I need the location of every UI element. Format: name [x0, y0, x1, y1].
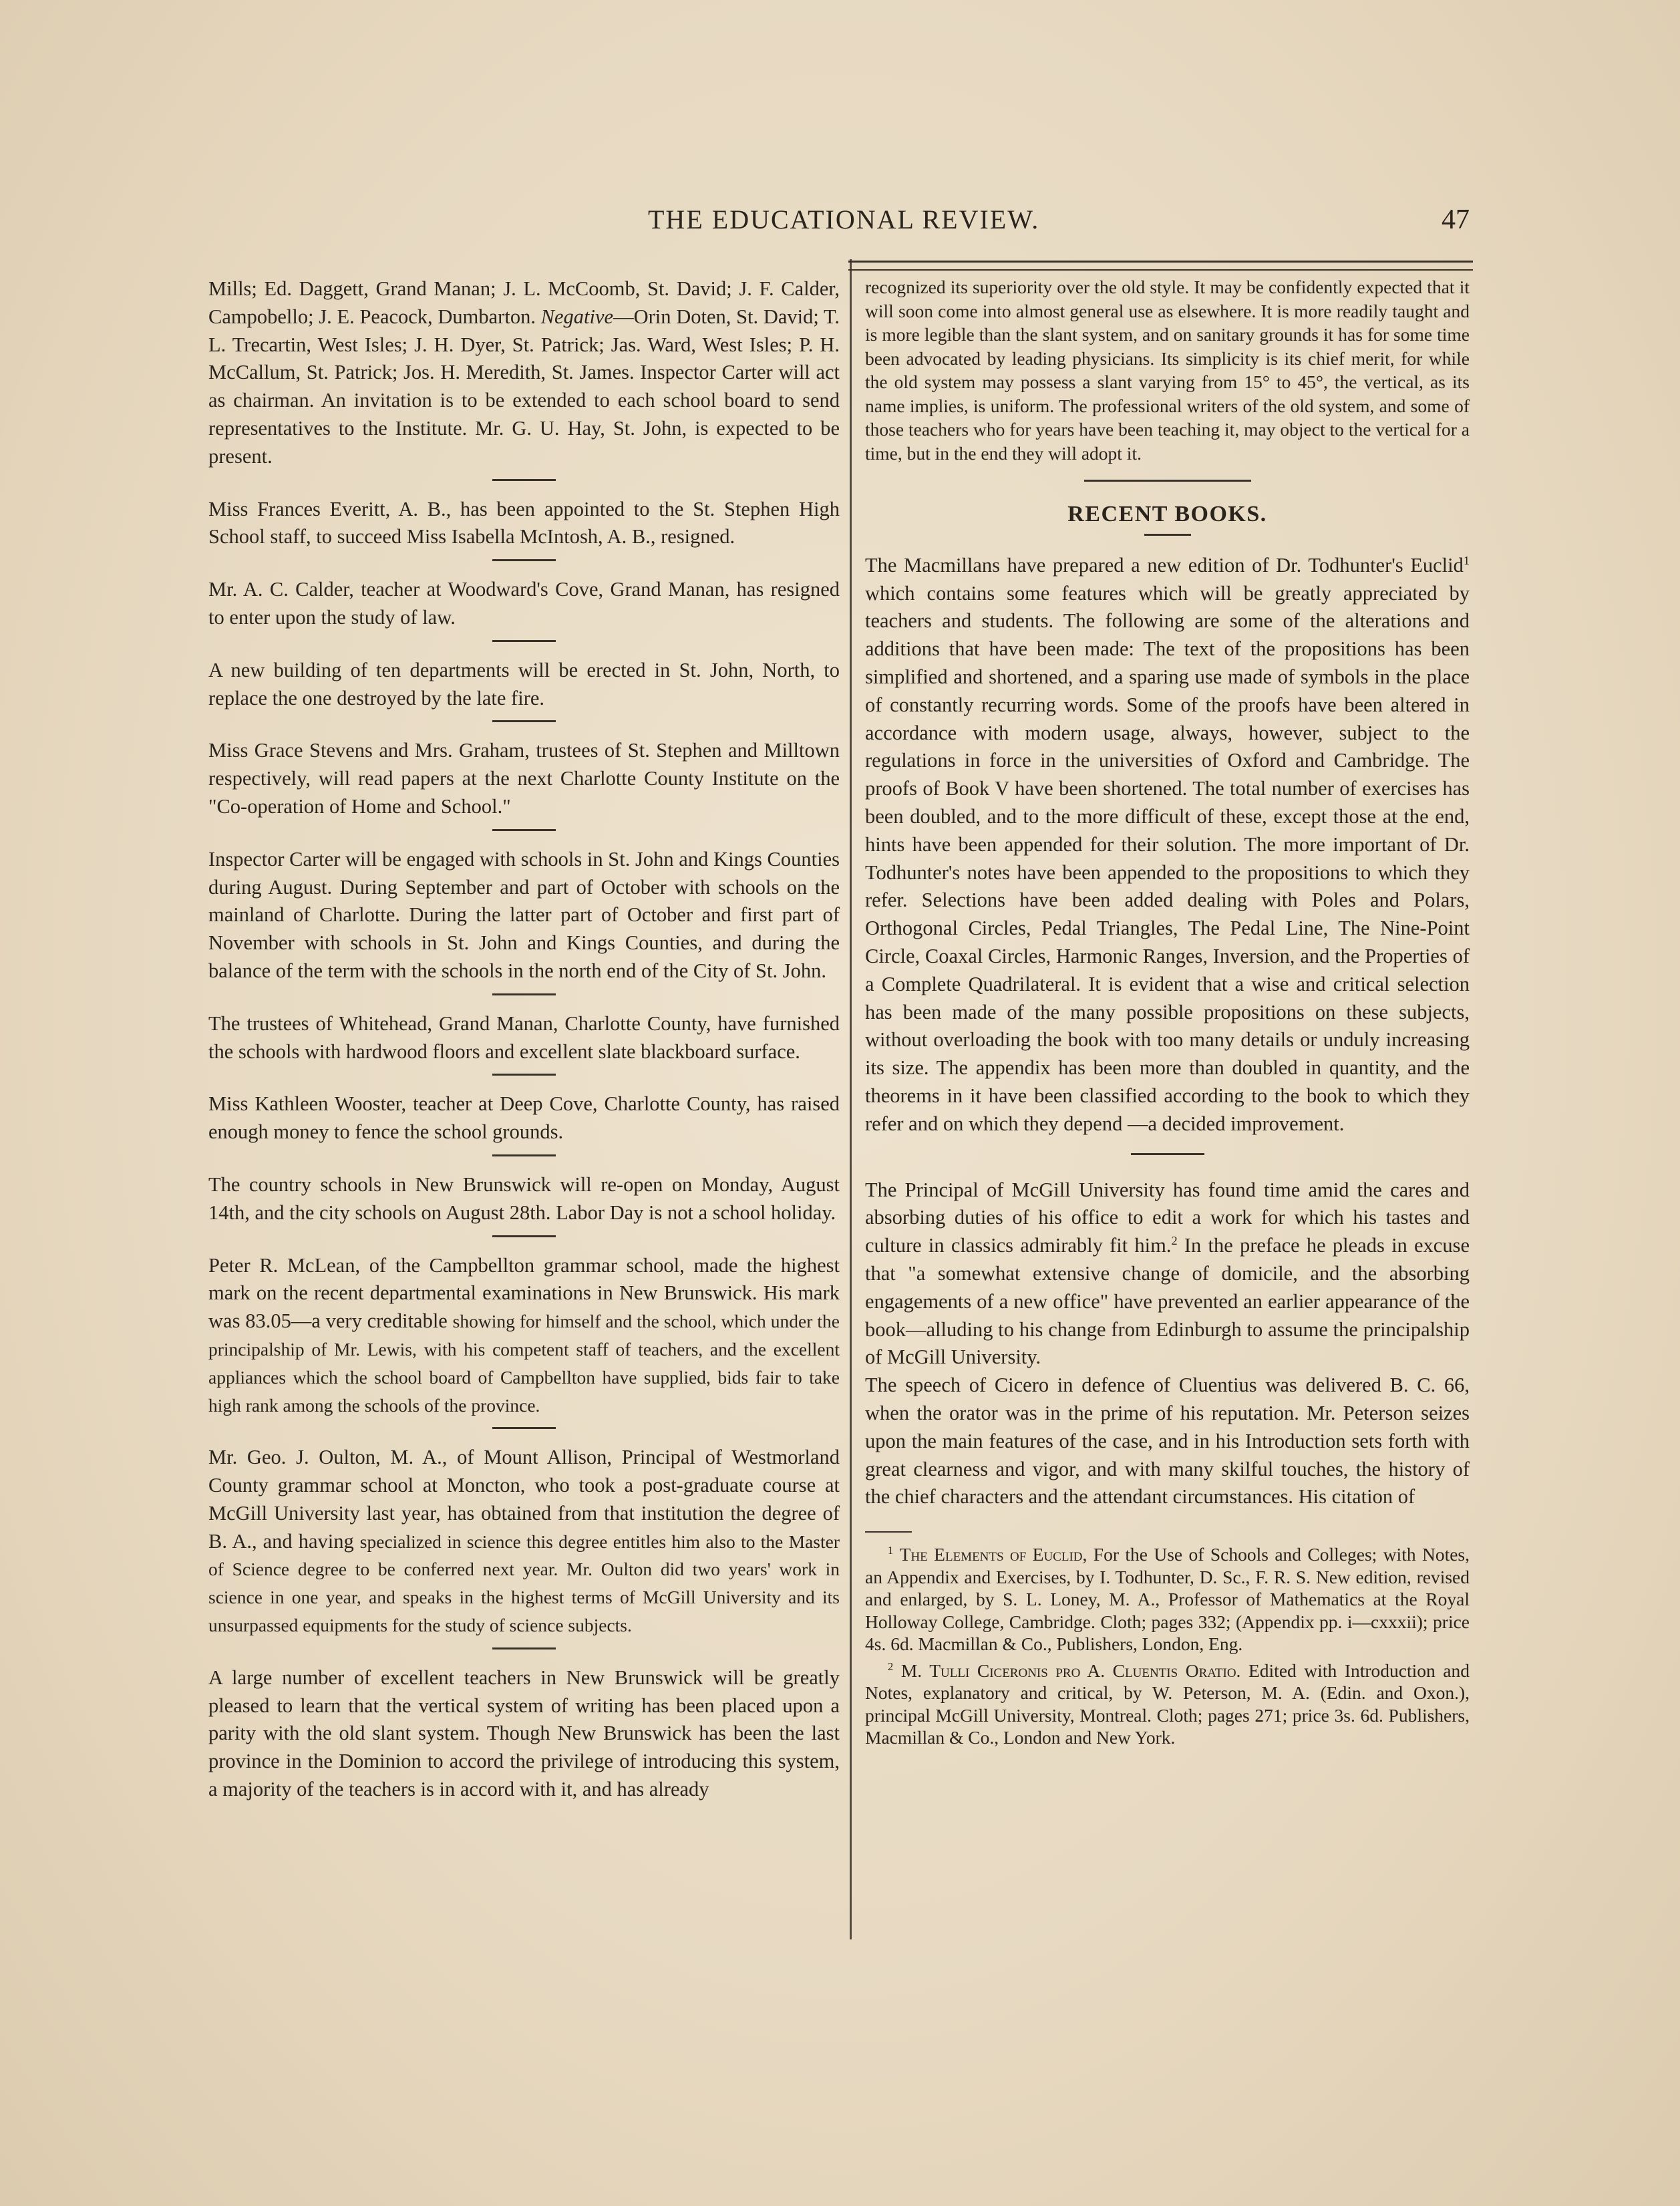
divider	[492, 720, 556, 722]
footnotes	[865, 1543, 1470, 1749]
header-rule	[848, 261, 1473, 271]
footnote-rule	[865, 1531, 912, 1533]
news-item: Miss Kathleen Wooster, teacher at Deep Cove, Charlotte County, has raised enough money to fence the school grounds.	[208, 1092, 840, 1144]
section-title: RECENT BOOKS.	[1067, 502, 1267, 526]
footnote-ref: 2	[1171, 1233, 1178, 1247]
divider	[492, 1427, 556, 1429]
news-item: A new building of ten departments will be erected in St. John, North, to replace the one destroyed by the late fire.	[208, 658, 840, 710]
news-item: A large number of excellent teachers in New Brunswick will be greatly pleased to learn that the vertical system of writing has been placed upon a parity with the old slant system. Though New Brunswick has been the last province in the Dominion to accord the privilege of introducing this system, a majority of the teachers is in accord with it, and has already	[208, 1666, 840, 1801]
news-item: Inspector Carter will be engaged with schools in St. John and Kings Counties during August. During September and part of October with schools on the mainland of Charlotte. During the latter part of October and first part of November with schools in St. John and Kings Counties, and during the balance of the term with the schools in the north end of the City of St. John.	[208, 847, 840, 982]
divider	[492, 559, 556, 561]
divider	[492, 829, 556, 831]
news-item: Mr. Geo. J. Oulton, M. A., of Mount Allison, Principal of Westmorland County grammar school at Moncton, who took a post-graduate course at McGill University last year, has obtained from that institution the degree of B. A., and having specialized in science this degree entitles him also to the Master of Science degree to be conferred next year. Mr. Oulton did two years' work in science in one year, and speaks in the highest terms of McGill University and its unsurpassed equipments for the study of science subjects.	[208, 1446, 840, 1636]
review-paragraph: The Macmillans have prepared a new edition of Dr. Todhunter's Euclid$^1$ which contains some features which will be greatly appreciated by teachers and students. The following are some of the alterations and additions that have been made: The text of the propositions has been simplified and shortened, and a sparing use made of symbols in the place of constantly recurring words. Some of the proofs have been altered in accordance with modern usage, always, however, subject to the regulations in force in the universities of Oxford and Cambridge. The proofs of Book V have been shortened. The total number of exercises has been doubled, and to the more difficult of these, except those at the end, hints have been appended for their solution. The more important of Dr. Todhunter's notes have been appended to the propositions to which they refer. Selections have been added dealing with Poles and Polars, Orthogonal Circles, Pedal Triangles, The Pedal Line, The Nine-Point Circle, Coaxal Circles, Harmonic Ranges, Inversion, and the Properties of a Complete Quadrilateral. It is evident that a wise and critical selection has been made of the many possible propositions on these subjects, without overloading the book with too many details or unduly increasing its size. The appendix has been more than doubled in quantity, and the theorems in it have been classified according to the book to which they refer and on which they depend —a decided improvement.	[865, 553, 1470, 1135]
divider	[492, 993, 556, 995]
news-item: The country schools in New Brunswick will re-open on Monday, August 14th, and the city schools on August 28th. Labor Day is not a school holiday.	[208, 1172, 840, 1224]
news-item: Mr. A. C. Calder, teacher at Woodward's Cove, Grand Manan, has resigned to enter upon the study of law.	[208, 578, 840, 629]
column-divider	[850, 259, 852, 1939]
paragraph-continued: recognized its superiority over the old style. It may be confidently expected that it will soon come into almost general use as elsewhere. It is more readily taught and is more legible than the slant system, and on sanitary grounds it has for some time been advocated by leading physicians. Its simplicity is its chief merit, for while the old system may possess a slant varying from 15° to 45°, the vertical, as its name implies, is uniform. The professional writers of the old system, and some of those teachers who for years have been teaching it, may object to the vertical for a time, but in the end they will adopt it.	[865, 277, 1470, 464]
footnote-ref: 1	[1463, 553, 1470, 567]
running-title: THE EDUCATIONAL REVIEW.	[648, 204, 1040, 234]
footnote: $^2$ M. Tulli Ciceronis pro A. Cluentis Oratio. Edited with Introduction and Notes, explanatory and critical, by W. Peterson, M. A. (Edin. and Oxon.), principal McGill University, Montreal. Cloth; pages 271; price 3s. 6d. Publishers, Macmillan & Co., London and New York.	[865, 1660, 1470, 1748]
left-column	[208, 275, 840, 1804]
page-header	[167, 204, 1470, 244]
divider	[1131, 1153, 1204, 1155]
divider	[492, 1647, 556, 1649]
footnote: $^1$ The Elements of Euclid, For the Use of Schools and Colleges; with Notes, an Appendix and Exercises, by I. Todhunter, D. Sc., F. R. S. New edition, revised and enlarged, by S. L. Loney, M. A., Professor of Mathematics at the Royal Holloway College, Cambridge. Cloth; pages 332; (Appendix pp. i—cxxxii); price 4s. 6d. Macmillan & Co., Publishers, London, Eng.	[865, 1543, 1470, 1655]
page-number: 47	[1442, 204, 1470, 235]
divider	[492, 1235, 556, 1237]
paragraph-continued: Mills; Ed. Daggett, Grand Manan; J. L. McCoomb, St. David; J. F. Calder, Campobello; J. E. Peacock, Dumbarton. Negative—Orin Doten, St. David; T. L. Trecartin, West Isles; J. H. Dyer, St. Patrick; Jas. Ward, West Isles; P. H. McCallum, St. Patrick; Jos. H. Meredith, St. James. Inspector Carter will act as chairman. An invitation is to be extended to each school board to send representatives to the Institute. Mr. G. U. Hay, St. John, is expected to be present.	[208, 277, 840, 468]
right-column	[865, 275, 1470, 1753]
news-item: Peter R. McLean, of the Campbellton grammar school, made the highest mark on the recent departmental examinations in New Brunswick. His mark was 83.05—a very creditable showing for himself and the school, which under the principalship of Mr. Lewis, with his competent staff of teachers, and the excellent appliances which the school board of Campbellton have supplied, bids fair to take high rank among the schools of the province.	[208, 1253, 840, 1416]
divider	[492, 479, 556, 481]
divider	[1084, 480, 1251, 482]
divider	[492, 1154, 556, 1156]
review-paragraph: The Principal of McGill University has found time amid the cares and absorbing duties of his office to edit a work for which his tastes and culture in classics admirably fit him.$^2$ In the preface he pleads in excuse that "a somewhat extensive change of domicile, and the absorbing engagements of a new office" have prevented an earlier appearance of the book—alluding to his change from Edinburgh to assume the principalship of McGill University.	[865, 1178, 1470, 1369]
news-item: Miss Frances Everitt, A. B., has been appointed to the St. Stephen High School staff, to succeed Miss Isabella McIntosh, A. B., resigned.	[208, 497, 840, 548]
divider	[1144, 534, 1191, 536]
divider	[492, 640, 556, 642]
divider	[492, 1074, 556, 1076]
news-item: Miss Grace Stevens and Mrs. Graham, trustees of St. Stephen and Milltown respectively, will read papers at the next Charlotte County Institute on the "Co-operation of Home and School."	[208, 739, 840, 818]
news-item: The trustees of Whitehead, Grand Manan, Charlotte County, have furnished the schools with hardwood floors and excellent slate blackboard surface.	[208, 1011, 840, 1063]
review-paragraph: The speech of Cicero in defence of Cluentius was delivered B. C. 66, when the orator was in the prime of his reputation. Mr. Peterson seizes upon the main features of the case, and in his Introduction sets forth with great clearness and vigor, and with many skilful touches, the history of the chief characters and the attendant circumstances. His citation of	[865, 1374, 1470, 1509]
